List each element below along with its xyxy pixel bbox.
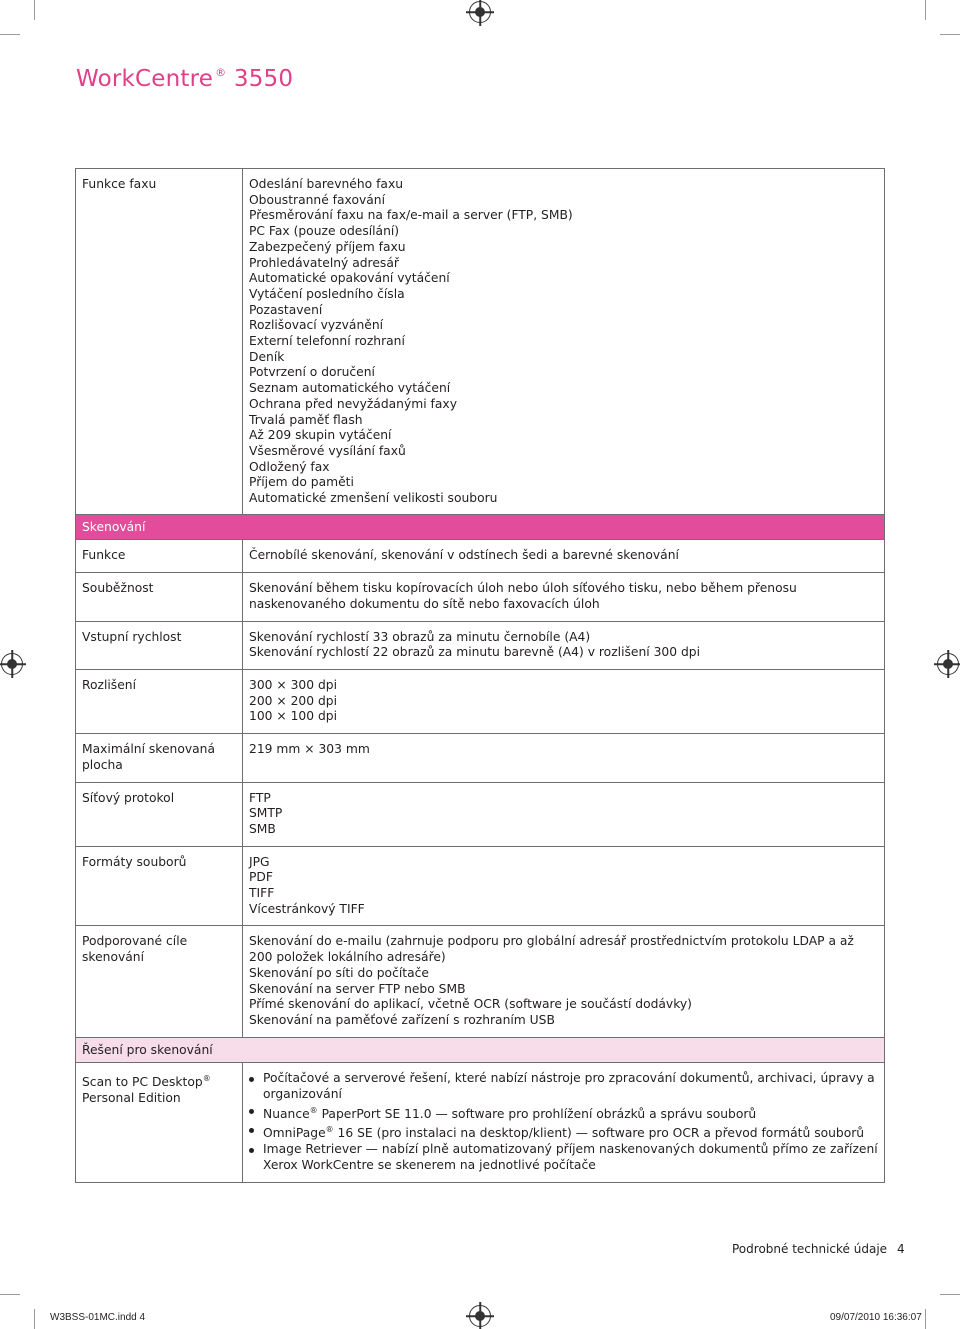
list-item: Externí telefonní rozhraní [249, 334, 405, 349]
row-label: Vstupní rychlost [76, 621, 243, 669]
row-value: Skenování během tisku kopírovacích úloh nebo úloh síťového tisku, nebo během přenosu naskenovaného dokumentu do sítě nebo faxovacích úloh [243, 573, 885, 621]
row-value: JPG PDF TIFF Vícestránkový TIFF [243, 846, 885, 926]
page-title [76, 66, 293, 92]
list-item: Zabezpečený příjem faxu [249, 239, 406, 254]
registration-mark-icon [1, 653, 23, 675]
table-row [76, 669, 885, 733]
registration-mark-icon [469, 1305, 491, 1327]
row-value [243, 1063, 885, 1182]
row-label: Rozlišení [76, 669, 243, 733]
row-label: Maximální skenovaná plocha [76, 734, 243, 782]
row-label: Síťový protokol [76, 782, 243, 846]
list-item: Počítačové a serverové řešení, které nabízí nástroje pro zpracování dokumentů, archivaci, úpravy a organizování [249, 1071, 878, 1102]
row-label: Podporované cíle skenování [76, 926, 243, 1037]
slug-filename: W3BSS-01MC.indd 4 [50, 1312, 146, 1323]
crop-mark [0, 34, 20, 35]
list-item: Automatické zmenšení velikosti souboru [249, 491, 498, 506]
list-item: Nuance® PaperPort SE 11.0 — software pro prohlížení obrázků a správu souborů [249, 1103, 878, 1123]
list-item: Automatické opakování vytáčení [249, 271, 450, 286]
row-value: FTP SMTP SMB [243, 782, 885, 846]
section-title: Řešení pro skenování [76, 1037, 885, 1063]
spec-table [75, 168, 885, 1183]
section-title: Skenování [76, 514, 885, 540]
list-item: OmniPage® 16 SE (pro instalaci na desktop/klient) — software pro OCR a převod formátů souborů [249, 1122, 878, 1142]
row-value: 219 mm × 303 mm [243, 734, 885, 782]
row-label: Funkce [76, 540, 243, 573]
footer-title: Podrobné technické údaje [732, 1242, 888, 1256]
table-row [76, 621, 885, 669]
list-item: Deník [249, 349, 285, 364]
row-label: Scan to PC Desktop® Personal Edition [76, 1063, 243, 1182]
table-row [76, 926, 885, 1037]
list-item: Příjem do paměti [249, 475, 354, 490]
section-header-scanning [76, 514, 885, 540]
row-value: 300 × 300 dpi 200 × 200 dpi 100 × 100 dpi [243, 669, 885, 733]
list-item: Až 209 skupin vytáčení [249, 428, 392, 443]
list-item: Oboustranné faxování [249, 192, 385, 207]
crop-mark [925, 1309, 926, 1329]
page-footer [732, 1242, 905, 1256]
solutions-list [249, 1071, 878, 1173]
crop-mark [0, 1294, 20, 1295]
fax-features-list [243, 169, 885, 515]
list-item: Potvrzení o doručení [249, 365, 375, 380]
list-item: Odložený fax [249, 459, 330, 474]
row-value: Skenování rychlostí 33 obrazů za minutu černobíle (A4) Skenování rychlostí 22 obrazů za minutu barevně (A4) v rozlišení 300 dpi [243, 621, 885, 669]
table-row [76, 169, 885, 515]
list-item: Seznam automatického vytáčení [249, 381, 451, 396]
registration-mark-icon [937, 653, 959, 675]
table-row [76, 846, 885, 926]
slug-date: 09/07/2010 16:36:07 [830, 1312, 922, 1323]
list-item: Ochrana před nevyžádanými faxy [249, 396, 457, 411]
table-row [76, 573, 885, 621]
product-model: 3550 [233, 66, 294, 92]
list-item: Přesměrování faxu na fax/e-mail a server (FTP, SMB) [249, 208, 573, 223]
registered-mark: ® [215, 66, 227, 79]
row-label: Formáty souborů [76, 846, 243, 926]
crop-mark [925, 0, 926, 20]
list-item: Pozastavení [249, 302, 323, 317]
list-item: Prohledávatelný adresář [249, 255, 399, 270]
list-item: Trvalá paměť flash [249, 412, 363, 427]
list-item: Rozlišovací vyzvánění [249, 318, 384, 333]
table-row [76, 734, 885, 782]
section-header-solutions [76, 1037, 885, 1063]
list-item: Všesměrové vysílání faxů [249, 443, 406, 458]
list-item: Vytáčení posledního čísla [249, 286, 405, 301]
crop-mark [34, 1309, 35, 1329]
list-item: Odeslání barevného faxu [249, 177, 404, 191]
table-row [76, 1063, 885, 1182]
registration-mark-icon [469, 1, 491, 23]
row-label: Souběžnost [76, 573, 243, 621]
table-row [76, 540, 885, 573]
product-name: WorkCentre [76, 66, 214, 92]
row-label: Funkce faxu [76, 169, 243, 515]
crop-mark [940, 1294, 960, 1295]
row-value: Černobílé skenování, skenování v odstínech šedi a barevné skenování [243, 540, 885, 573]
list-item: PC Fax (pouze odesílání) [249, 224, 400, 239]
page-number: 4 [897, 1242, 905, 1256]
list-item: Image Retriever — nabízí plně automatizovaný příjem naskenovaných dokumentů přímo ze zařízení Xerox WorkCentre se skenerem na jednotlivé počítače [249, 1142, 878, 1173]
crop-mark [34, 0, 35, 20]
crop-mark [940, 34, 960, 35]
row-value: Skenování do e-mailu (zahrnuje podporu pro globální adresář prostřednictvím protokolu LDAP a až 200 položek lokálního adresáře) Skenování po síti do počítače Skenování na server FTP nebo SMB Přímé skenování do aplikací, včetně OCR (software je součástí dodávky) Skenování na paměťové zařízení s rozhraním USB [243, 926, 885, 1037]
table-row [76, 782, 885, 846]
